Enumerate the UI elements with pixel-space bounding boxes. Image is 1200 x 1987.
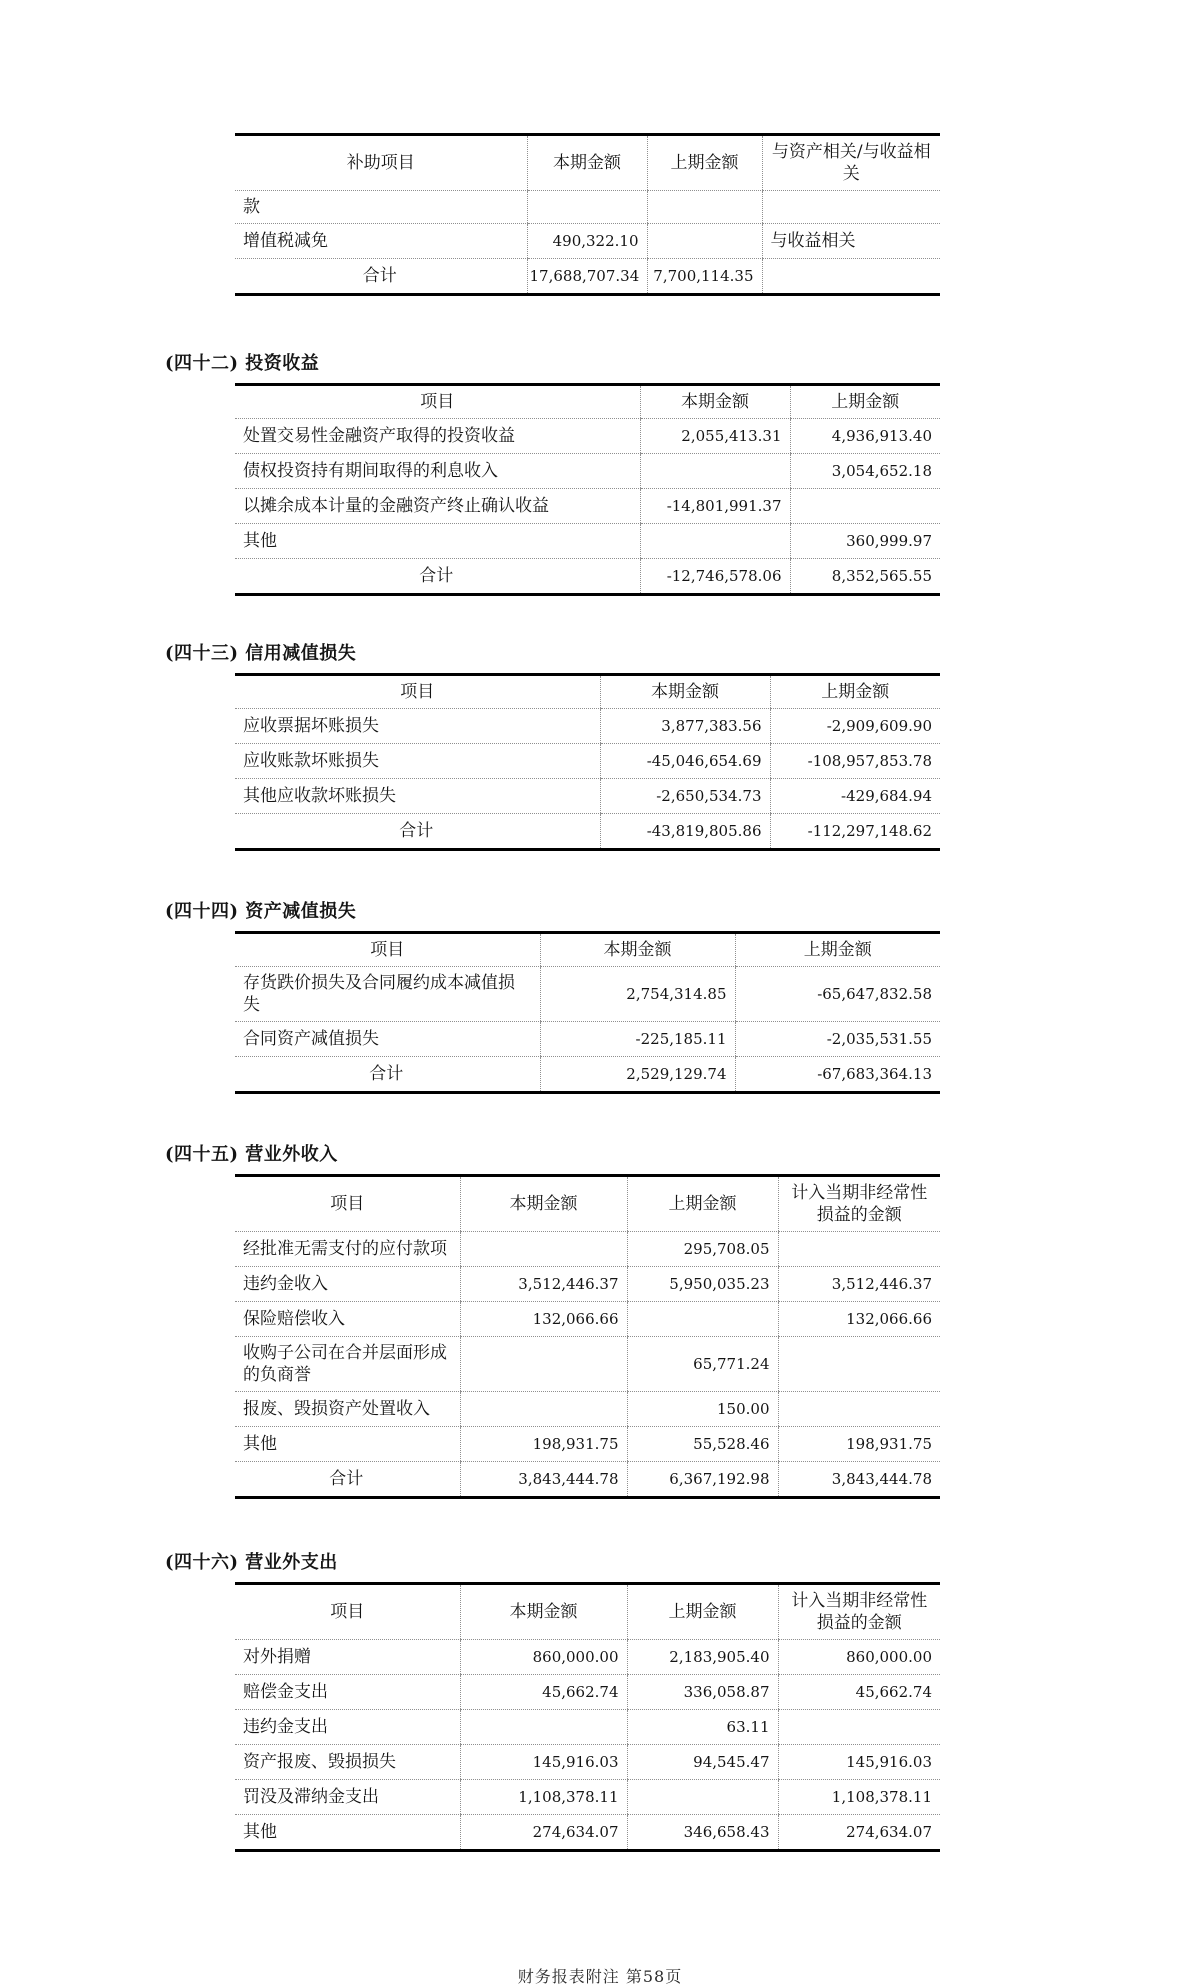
column-header: 与资产相关/与收益相关 [762,135,940,191]
column-header: 上期金额 [735,933,940,967]
row-label: 其他 [235,524,640,559]
table-header-row [235,1584,940,1640]
cell-amount: 274,634.07 [460,1815,627,1851]
row-label: 违约金收入 [235,1267,460,1302]
cell-amount: 132,066.66 [778,1302,940,1337]
row-label: 合计 [399,821,434,841]
total-row [235,1462,940,1498]
section-non-operating-expenses [165,1551,940,1852]
column-header: 本期金额 [600,675,770,709]
table-row [235,224,940,259]
table-row [235,1392,940,1427]
row-label: 合计 [362,266,397,286]
column-header: 补助项目 [235,135,527,191]
cell-amount: 490,322.10 [527,224,647,259]
cell-amount: 198,931.75 [460,1427,627,1462]
total-row [235,814,940,850]
cell-amount: 336,058.87 [627,1675,778,1710]
column-header: 上期金额 [770,675,940,709]
row-label: 赔偿金支出 [235,1675,460,1710]
row-label: 债权投资持有期间取得的利息收入 [235,454,640,489]
cell-amount: 274,634.07 [778,1815,940,1851]
cell-amount: -2,909,609.90 [770,709,940,744]
cell-amount: 5,950,035.23 [627,1267,778,1302]
table-row [235,1745,940,1780]
column-header: 项目 [235,1584,460,1640]
cell-amount: 860,000.00 [460,1640,627,1675]
cell-amount: 2,529,129.74 [540,1057,735,1093]
table-row [235,1337,940,1392]
cell-amount: -65,647,832.58 [735,967,940,1022]
cell-amount [460,1232,627,1267]
cell-amount: 6,367,192.98 [627,1462,778,1498]
column-header: 计入当期非经常性损益的金额 [778,1176,940,1232]
row-label: 经批准无需支付的应付款项 [235,1232,460,1267]
section-heading: (四十六) 营业外支出 [165,1552,338,1573]
table-row [235,1815,940,1851]
cell-amount [640,454,790,489]
cell-amount: 63.11 [627,1710,778,1745]
cell-amount: 198,931.75 [778,1427,940,1462]
cell-amount: 65,771.24 [627,1337,778,1392]
cell-amount: -2,035,531.55 [735,1022,940,1057]
page-footer: 财务报表附注 第58页 [517,1967,683,1986]
table-row [235,1675,940,1710]
row-label: 收购子公司在合并层面形成的负商誉 [235,1337,460,1392]
row-label: 报废、毁损资产处置收入 [235,1392,460,1427]
row-label: 款 [235,191,527,224]
cell-amount: 132,066.66 [460,1302,627,1337]
row-label: 保险赔偿收入 [235,1302,460,1337]
cell-amount: 3,512,446.37 [778,1267,940,1302]
table-row [235,1640,940,1675]
cell-amount: 145,916.03 [460,1745,627,1780]
column-header: 上期金额 [627,1176,778,1232]
table-row [235,1710,940,1745]
row-label: 应收账款坏账损失 [235,744,600,779]
column-header: 上期金额 [627,1584,778,1640]
column-header: 项目 [235,675,600,709]
cell-amount: 346,658.43 [627,1815,778,1851]
section-credit-impairment [165,642,940,851]
table-header-row [235,1176,940,1232]
column-header: 本期金额 [540,933,735,967]
cell-amount [627,1780,778,1815]
table-row [235,709,940,744]
section-heading: (四十五) 营业外收入 [165,1144,338,1165]
column-header: 计入当期非经常性损益的金额 [778,1584,940,1640]
row-label: 罚没及滞纳金支出 [235,1780,460,1815]
row-label: 合计 [329,1469,364,1489]
column-header: 本期金额 [527,135,647,191]
cell-amount [627,1302,778,1337]
cell-amount: 3,054,652.18 [790,454,940,489]
cell-amount: -2,650,534.73 [600,779,770,814]
cell-text [762,259,940,295]
cell-amount: -108,957,853.78 [770,744,940,779]
table-row [235,1427,940,1462]
cell-amount: 4,936,913.40 [790,419,940,454]
row-label: 其他 [235,1427,460,1462]
cell-amount: 2,183,905.40 [627,1640,778,1675]
section-heading: (四十二) 投资收益 [165,353,320,374]
section-non-operating-income [165,1143,940,1499]
cell-amount [640,524,790,559]
data-table [235,673,940,851]
row-label: 处置交易性金融资产取得的投资收益 [235,419,640,454]
total-row [235,259,940,295]
cell-amount: 3,877,383.56 [600,709,770,744]
row-label: 以摊余成本计量的金融资产终止确认收益 [235,489,640,524]
table-row [235,1780,940,1815]
cell-text [762,191,940,224]
data-table [235,1582,940,1852]
cell-amount: 45,662.74 [460,1675,627,1710]
cell-amount: 3,843,444.78 [778,1462,940,1498]
data-table [235,383,940,596]
cell-amount: -67,683,364.13 [735,1057,940,1093]
column-header: 本期金额 [640,385,790,419]
row-label: 合计 [419,566,454,586]
row-label: 资产报废、毁损损失 [235,1745,460,1780]
cell-amount [790,489,940,524]
table-header-row [235,385,940,419]
table-header-row [235,135,940,191]
table-row [235,1022,940,1057]
table-header-row [235,675,940,709]
cell-amount [460,1392,627,1427]
cell-amount: 17,688,707.34 [527,259,647,295]
cell-amount: -225,185.11 [540,1022,735,1057]
cell-amount: 45,662.74 [778,1675,940,1710]
row-label: 对外捐赠 [235,1640,460,1675]
row-label: 应收票据坏账损失 [235,709,600,744]
cell-amount: -43,819,805.86 [600,814,770,850]
cell-amount: 2,055,413.31 [640,419,790,454]
cell-amount: 1,108,378.11 [778,1780,940,1815]
table-row [235,1302,940,1337]
table-row [235,1267,940,1302]
cell-amount: 360,999.97 [790,524,940,559]
total-row [235,1057,940,1093]
cell-amount: -12,746,578.06 [640,559,790,595]
cell-amount [778,1337,940,1392]
column-header: 本期金额 [460,1584,627,1640]
cell-amount [778,1392,940,1427]
cell-amount [460,1710,627,1745]
cell-amount: 860,000.00 [778,1640,940,1675]
data-table [235,1174,940,1499]
cell-amount: 94,545.47 [627,1745,778,1780]
row-label: 其他应收款坏账损失 [235,779,600,814]
section-investment-income [165,352,940,596]
row-label: 合计 [369,1064,404,1084]
table-row [235,524,940,559]
cell-amount: 150.00 [627,1392,778,1427]
total-row [235,559,940,595]
row-label: 增值税减免 [235,224,527,259]
column-header: 项目 [235,385,640,419]
cell-amount: -429,684.94 [770,779,940,814]
cell-amount [778,1232,940,1267]
data-table [235,931,940,1094]
section-asset-impairment [165,900,940,1094]
cell-amount [460,1337,627,1392]
row-label: 存货跌价损失及合同履约成本减值损失 [235,967,540,1022]
cell-amount: -45,046,654.69 [600,744,770,779]
cell-amount [527,191,647,224]
section-heading: (四十四) 资产减值损失 [165,901,357,922]
cell-amount: 1,108,378.11 [460,1780,627,1815]
cell-amount: 55,528.46 [627,1427,778,1462]
row-label: 合同资产减值损失 [235,1022,540,1057]
table-row [235,967,940,1022]
section-heading: (四十三) 信用减值损失 [165,643,357,664]
table-row [235,419,940,454]
column-header: 项目 [235,933,540,967]
column-header: 本期金额 [460,1176,627,1232]
table-row [235,779,940,814]
table-row [235,454,940,489]
cell-amount [647,191,762,224]
cell-amount: -112,297,148.62 [770,814,940,850]
section-subsidy-table [235,133,940,296]
row-label: 其他 [243,1822,277,1842]
table-row [235,191,940,224]
cell-amount: 8,352,565.55 [790,559,940,595]
cell-amount: 3,512,446.37 [460,1267,627,1302]
cell-text: 与收益相关 [762,224,940,259]
column-header: 上期金额 [790,385,940,419]
cell-amount [778,1710,940,1745]
data-table [235,133,940,296]
cell-amount: 7,700,114.35 [647,259,762,295]
table-header-row [235,933,940,967]
table-row [235,744,940,779]
cell-amount: -14,801,991.37 [640,489,790,524]
cell-amount: 3,843,444.78 [460,1462,627,1498]
table-row [235,1232,940,1267]
cell-amount [647,224,762,259]
column-header: 项目 [235,1176,460,1232]
column-header: 上期金额 [647,135,762,191]
table-row [235,489,940,524]
cell-amount: 145,916.03 [778,1745,940,1780]
row-label: 违约金支出 [235,1710,460,1745]
cell-amount: 2,754,314.85 [540,967,735,1022]
cell-amount: 295,708.05 [627,1232,778,1267]
